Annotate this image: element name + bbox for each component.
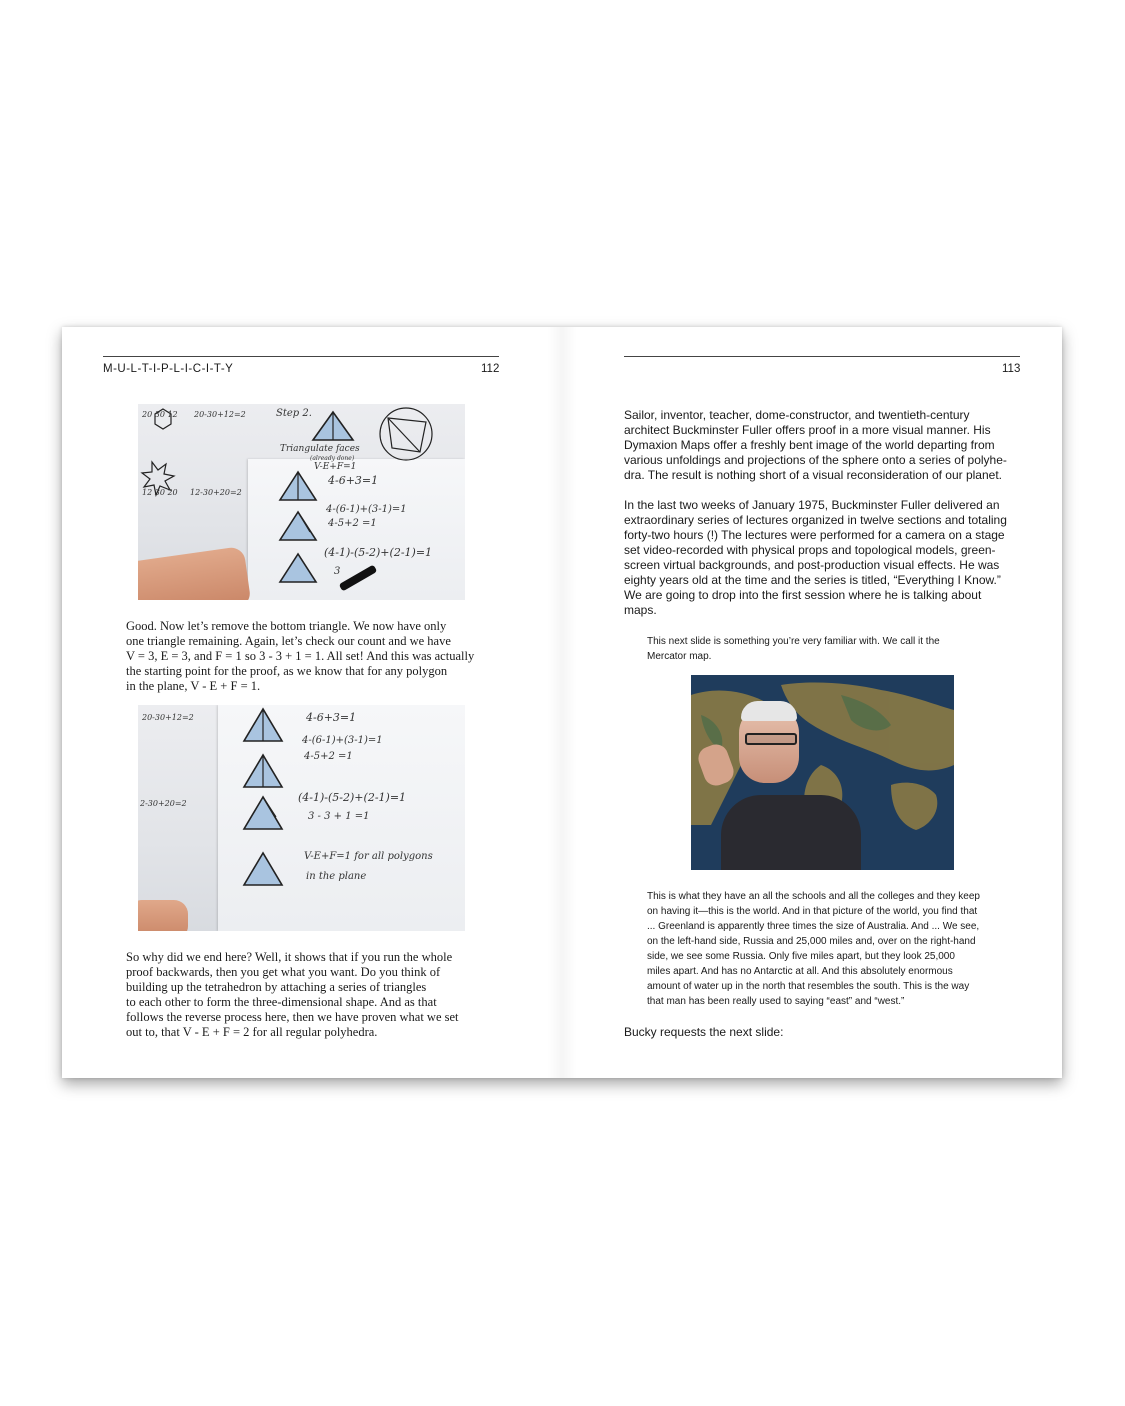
scribble-step-b: 4-(6-1)+(3-1)=1 (326, 504, 407, 515)
scribble-euler: V-E+F=1 (314, 462, 357, 472)
block-quote-2: This is what they have an all the schools and all the colleges and they keep on having it—this is the world. And in that picture of the world, you find that ... Greenland is apparently three times the size of Australia. And ... We see, on the left-hand side, Russia and 25,000 miles and, over on the right-hand side, we see some Russia. Only five miles apart, but they look 25,000 miles apart. And has no Antarctic at all. And this absolutely enormous amount of water up in the north that resembles the south. This is the way that man has been really used to saying “east” and “west.” (647, 891, 980, 1007)
body-paragraph-1: Good. Now let’s remove the bottom triangle. We now have only one triangle remaining. Again, let’s check our count and we have V = 3, E = 3, and F = 1 so 3 - 3 + 1 = 1. All set! And this was actually the starting point for the proof, as we know that for any polygon in the plane, V - E + F = 1. (126, 619, 475, 693)
scribble-step-a: 4-6+3=1 (328, 474, 379, 487)
scribble-equation-2: 2-30+20=2 (140, 799, 187, 808)
scribble-counts-2: 12 30 20 (142, 488, 178, 497)
scribble-step-b: 4-(6-1)+(3-1)=1 (302, 735, 383, 746)
scribble-step-c: 4-5+2 =1 (328, 518, 377, 529)
body-paragraph-1: Sailor, inventor, teacher, dome-constructor, and twentieth-century architect Buckminster Fuller offers proof in a more visual manner. His Dymaxion Maps offer a freshly bent image of the world departing from various unfoldings and projections of the sphere onto a series of polyhe- dra. The result is nothing short of a visual reconsideration of our planet. (624, 408, 1007, 482)
scribble-step-c: 4-5+2 =1 (304, 751, 353, 762)
scribble-conclusion-2: in the plane (306, 871, 367, 882)
closing-line: Bucky requests the next slide: (624, 1025, 784, 1039)
finger (138, 900, 188, 931)
scribble-conclusion-1: V-E+F=1 for all polygons (304, 851, 433, 862)
scribble-equation-1: 20-30+12=2 (194, 410, 246, 419)
page-number: 113 (1002, 363, 1021, 375)
scribble-counts-1: 20 30 12 (142, 410, 178, 419)
right-page (562, 327, 1062, 1078)
speaker-hair (741, 701, 797, 721)
block-quote-1: This next slide is something you’re very familiar with. We call it the Mercator map. (647, 636, 940, 662)
scribble-step-d: (4-1)-(5-2)+(2-1)=1 (324, 546, 433, 559)
proof-photo-1 (138, 404, 465, 600)
scribble-step-a: 4-6+3=1 (306, 711, 357, 724)
proof-photo-2 (138, 705, 465, 931)
running-head: M-U-L-T-I-P-L-I-C-I-T-Y (103, 363, 234, 375)
body-paragraph-2: In the last two weeks of January 1975, Buckminster Fuller delivered an extraordinary series of lectures organized in twelve sections and totaling forty-two hours (!) The lectures were performed for a camera on a stage set video-recorded with physical props and topological models, green- screen virtual backgrounds, and post-production visual effects. He was eighty years old at the time and the series is titled, “Everything I Know.” We are going to drop into the first session where he is talking about maps. (624, 498, 1007, 617)
body-paragraph-2: So why did we end here? Well, it shows that if you run the whole proof backwards, then you get what you want. Do you think of building up the tetrahedron by attaching a series of triangles to each other to form the three-dimensional shape. And as that follows the reverse process here, then we have proven what we set out to, that V - E + F = 2 for all regular polyhedra. (126, 950, 459, 1039)
speaker-body (721, 795, 861, 870)
scribble-triangulate: Triangulate faces (280, 444, 360, 454)
book-spread (62, 327, 1062, 1078)
left-page (62, 327, 562, 1078)
header-rule (624, 356, 1020, 357)
scribble-equation-1: 20-30+12=2 (142, 713, 194, 722)
glasses-icon (745, 733, 797, 745)
scribble-equation-2: 12-30+20=2 (190, 488, 242, 497)
scribble-step-e: 3 - 3 + 1 =1 (308, 811, 370, 822)
scribble-step-d: (4-1)-(5-2)+(2-1)=1 (298, 791, 407, 804)
scribble-step-e: 3 (334, 566, 341, 577)
scribble-step: Step 2. (276, 408, 312, 419)
mercator-map-photo (691, 675, 954, 870)
header-rule (103, 356, 499, 357)
page-number: 112 (481, 363, 500, 375)
scribble-already-done: (already done) (310, 455, 355, 462)
